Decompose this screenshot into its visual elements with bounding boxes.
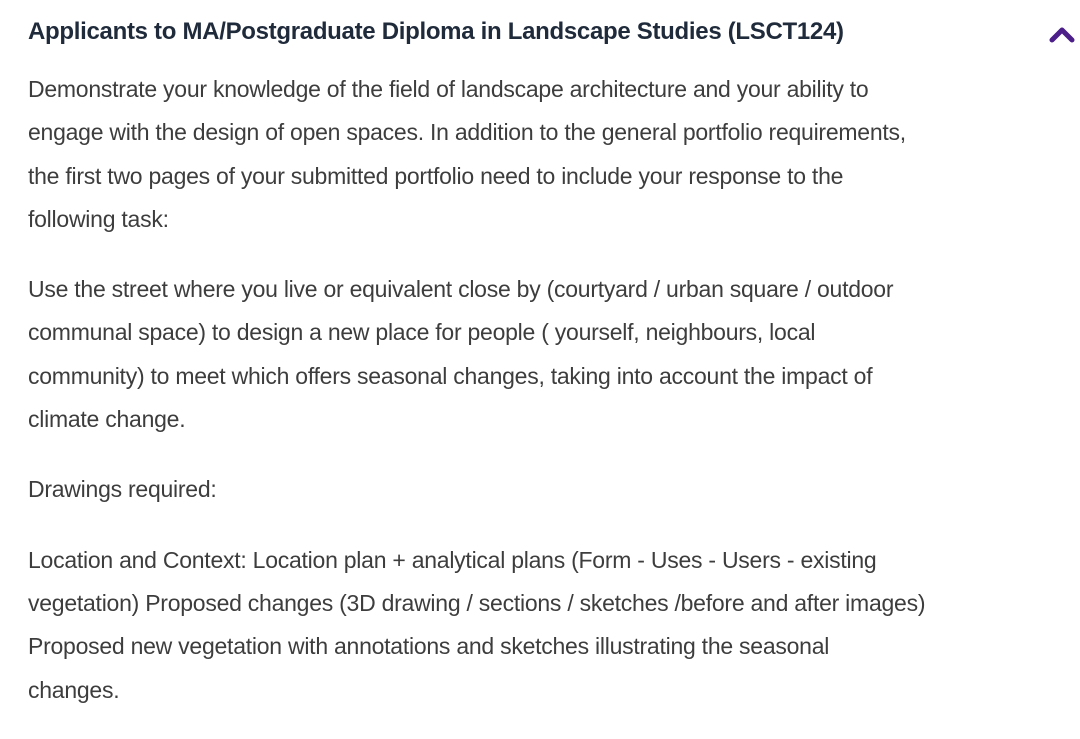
paragraph-drawings-heading — [28, 468, 1048, 511]
chevron-up-icon[interactable] — [1044, 18, 1080, 48]
accordion-title[interactable]: Applicants to MA/Postgraduate Diploma in Landscape Studies (LSCT124) — [28, 18, 844, 45]
text-line: community) to meet which offers seasonal changes, taking into account the impact of — [28, 362, 873, 389]
text-line: communal space) to design a new place for people ( yourself, neighbours, local — [28, 319, 816, 346]
text-line: climate change. — [28, 406, 186, 433]
paragraph-drawings-list — [28, 539, 1048, 712]
text-line: engage with the design of open spaces. In addition to the general portfolio requirements, — [28, 119, 906, 146]
paragraph-design-task — [28, 268, 1048, 441]
text-line: Drawings required: — [28, 476, 217, 503]
text-line: Proposed new vegetation with annotations and sketches illustrating the seasonal — [28, 633, 830, 660]
text-line: following task: — [28, 205, 169, 232]
paragraph-portfolio-intro — [28, 68, 1048, 241]
text-line: Use the street where you live or equivalent close by (courtyard / urban square / outdoor — [28, 276, 894, 303]
accordion-header[interactable] — [28, 14, 1072, 50]
text-line: Demonstrate your knowledge of the field of landscape architecture and your ability to — [28, 76, 869, 102]
text-line: Location and Context: Location plan + analytical plans (Form - Uses - Users - existing — [28, 546, 877, 573]
text-line: vegetation) Proposed changes (3D drawing / sections / sketches /before and after images) — [28, 589, 926, 616]
text-line: the first two pages of your submitted portfolio need to include your response to the — [28, 162, 844, 189]
text-line: changes. — [28, 676, 120, 703]
accordion-content — [28, 68, 1048, 739]
